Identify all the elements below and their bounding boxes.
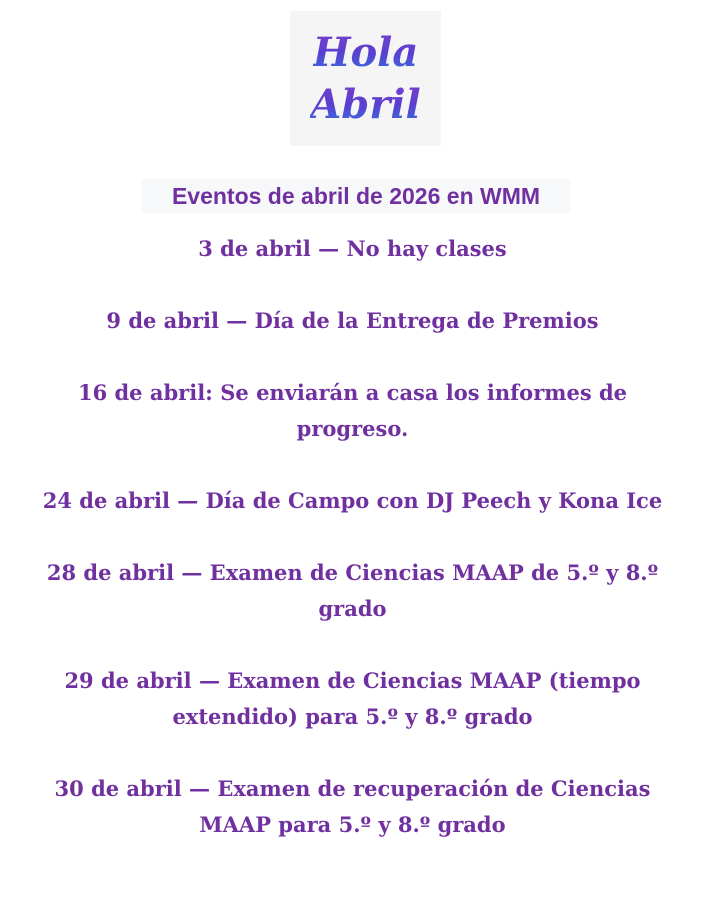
event-item: 29 de abril — Examen de Ciencias MAAP (tiempo extendido) para 5.º y 8.º grado xyxy=(64,668,641,729)
events-list xyxy=(30,231,675,879)
logo-line-2: Abril xyxy=(310,79,420,131)
logo-line-1: Hola xyxy=(313,27,419,79)
event-item: 28 de abril — Examen de Ciencias MAAP de 5.º y 8.º grado xyxy=(46,560,659,621)
event-item: 30 de abril — Examen de recuperación de Ciencias MAAP para 5.º y 8.º grado xyxy=(54,776,651,837)
event-item: 24 de abril — Día de Campo con DJ Peech y Kona Ice xyxy=(42,488,663,513)
event-item: 9 de abril — Día de la Entrega de Premios xyxy=(106,308,599,333)
hola-abril-logo xyxy=(290,11,441,146)
event-item: 16 de abril: Se enviarán a casa los informes de progreso. xyxy=(77,380,628,441)
page-title: Eventos de abril de 2026 en WMM xyxy=(142,179,570,213)
event-item: 3 de abril — No hay clases xyxy=(198,236,507,261)
